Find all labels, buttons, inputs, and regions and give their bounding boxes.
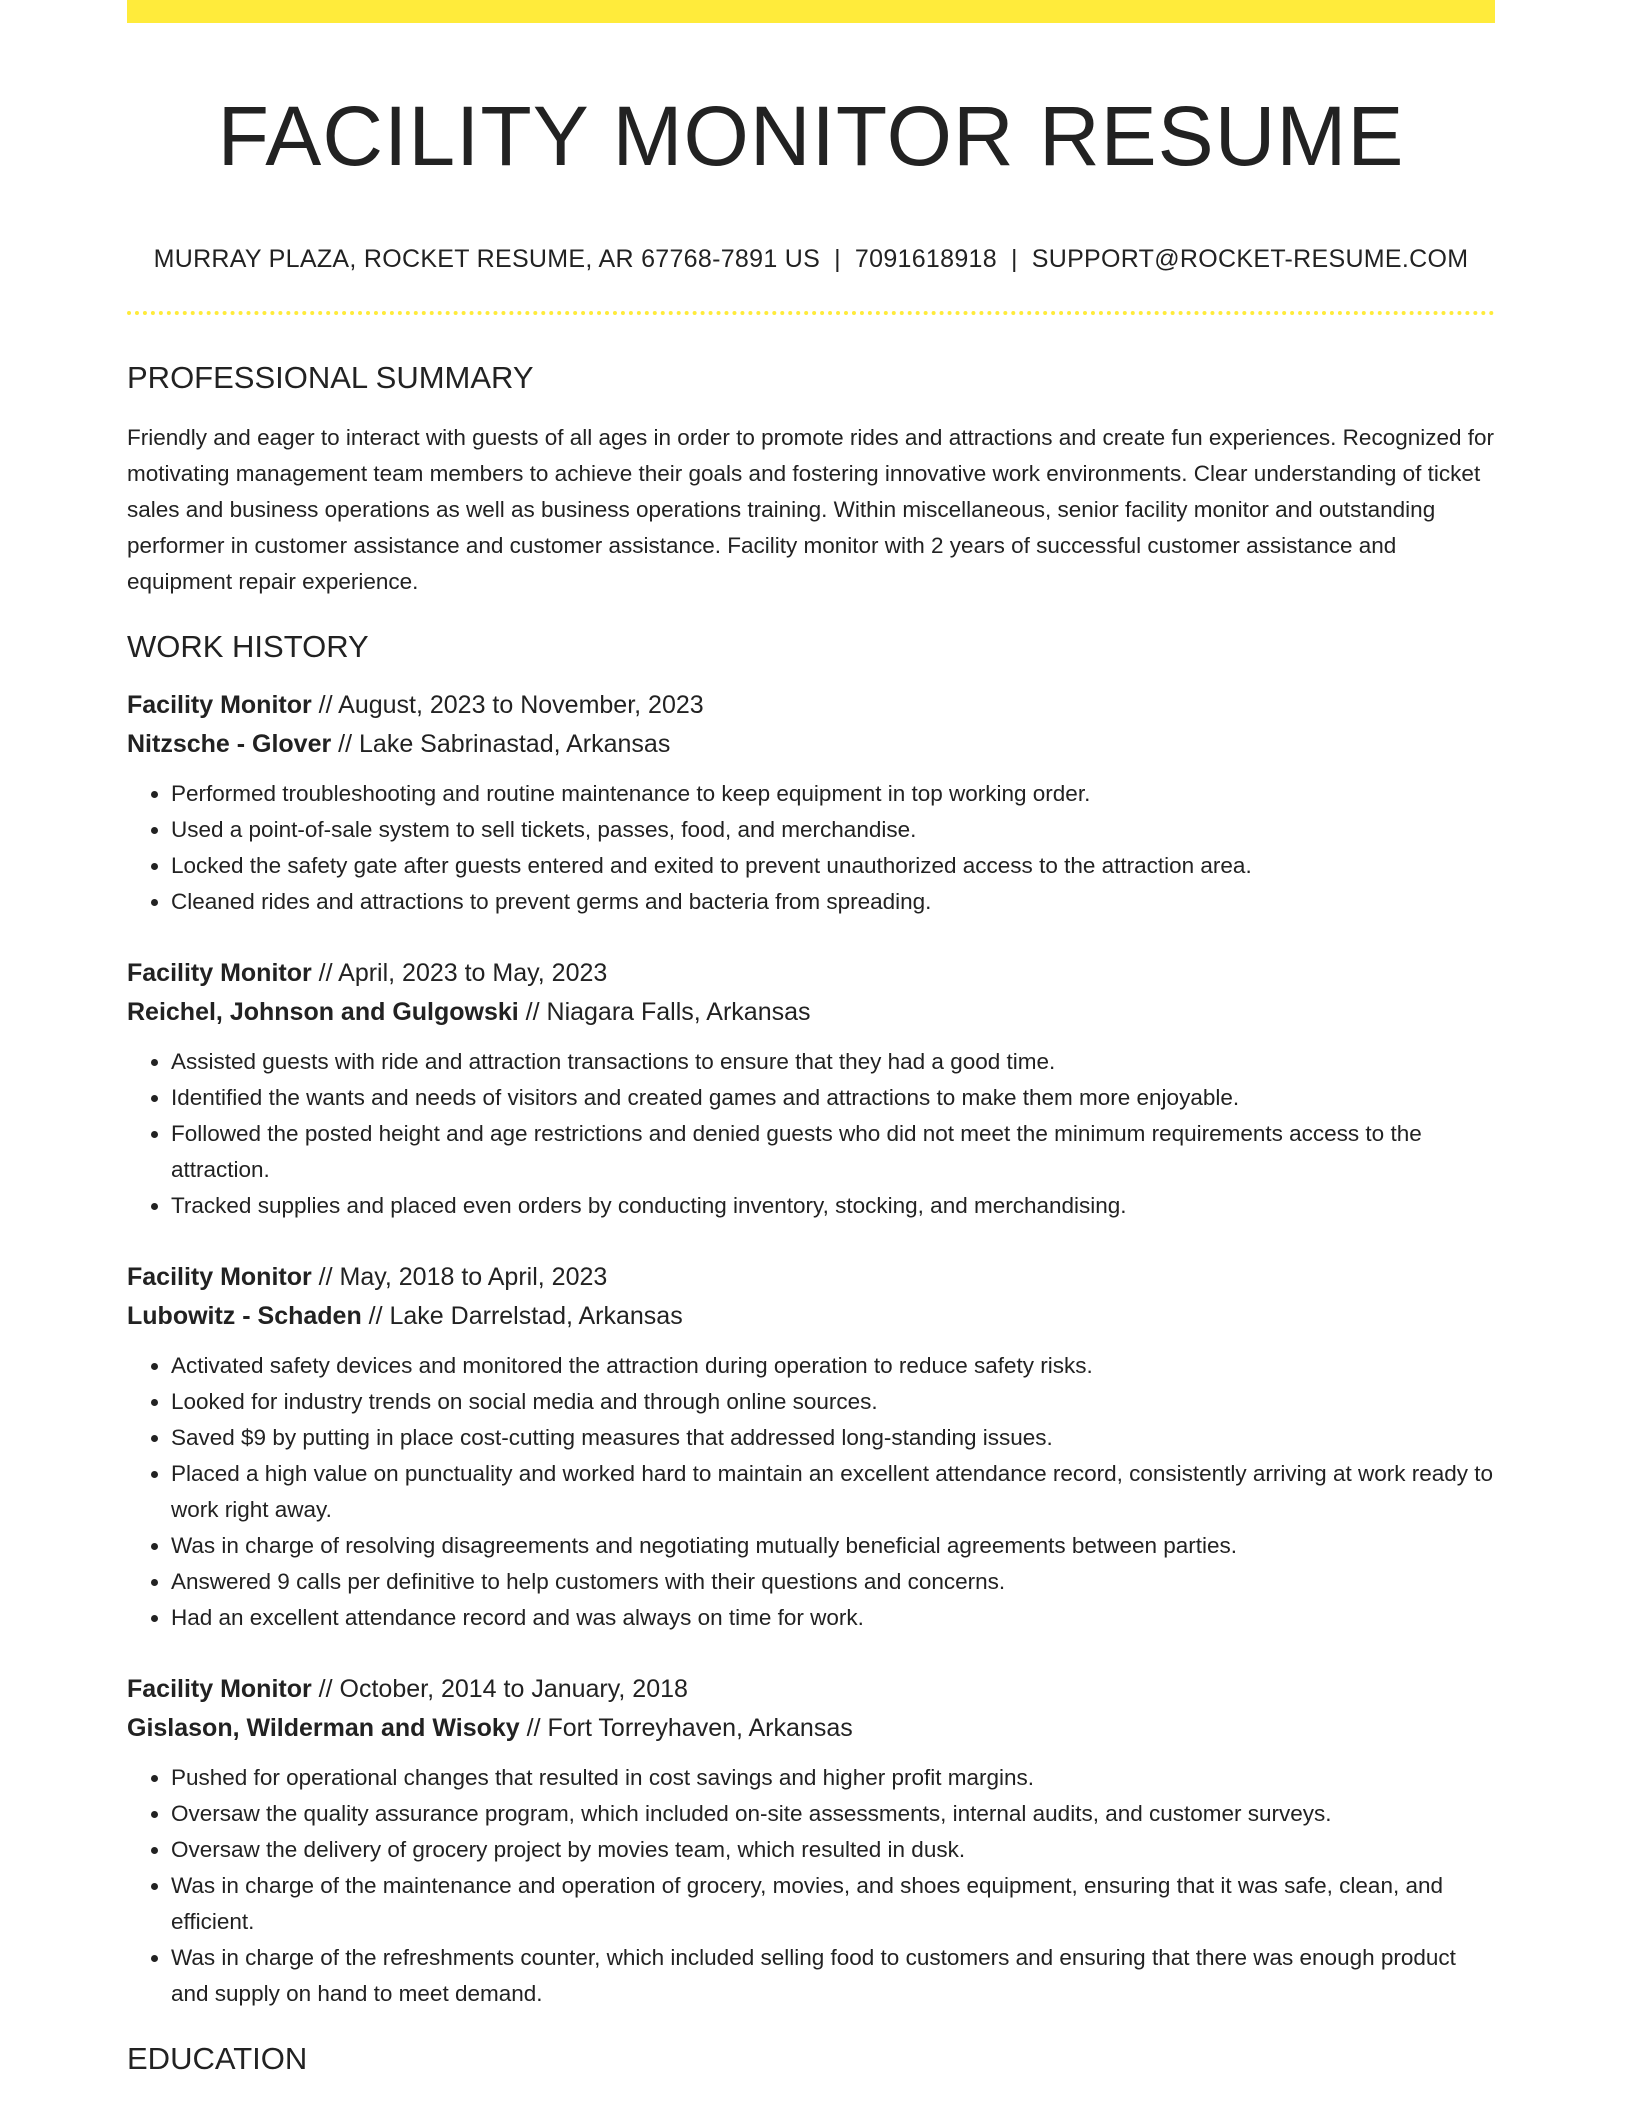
job-entry: [127, 1258, 1495, 1636]
job-bullet: • Cleaned rides and attractions to prevent germs and bacteria from spreading.: [171, 884, 1495, 920]
job-bullet: • Oversaw the delivery of grocery project by movies team, which resulted in dusk.: [171, 1832, 1495, 1868]
job-location: // Niagara Falls, Arkansas: [518, 997, 811, 1026]
job-company-line: [127, 725, 1495, 764]
contact-address: MURRAY PLAZA, ROCKET RESUME, AR 67768-7891 US: [153, 244, 821, 273]
summary-text: Friendly and eager to interact with guests of all ages in order to promote rides and attractions and create fun experiences. Recognized for motivating management team members to achieve their goals and fostering innovative work environments. Clear understanding of ticket sales and business operations as well as business operations training. Within miscellaneous, senior facility monitor and outstanding performer in customer assistance and customer assistance. Facility monitor with 2 years of successful customer assistance and equipment repair experience.: [127, 425, 1495, 595]
job-bullet-list: [127, 1044, 1495, 1224]
work-history-list: [127, 686, 1495, 2012]
job-bullet: • Answered 9 calls per definitive to help customers with their questions and concerns.: [171, 1564, 1495, 1600]
job-bullet: • Performed troubleshooting and routine maintenance to keep equipment in top working order.: [171, 776, 1495, 812]
resume-page: [127, 0, 1495, 2077]
job-title-line: [127, 1258, 1495, 1297]
education-heading: EDUCATION: [127, 2040, 308, 2076]
job-bullet: • Tracked supplies and placed even orders by conducting inventory, stocking, and merchandising.: [171, 1188, 1495, 1224]
job-entry: [127, 954, 1495, 1224]
job-company-line: [127, 1297, 1495, 1336]
job-title-line: [127, 1670, 1495, 1709]
job-bullet: • Used a point-of-sale system to sell tickets, passes, food, and merchandise.: [171, 812, 1495, 848]
job-dates: // April, 2023 to May, 2023: [311, 958, 608, 987]
job-bullet: • Locked the safety gate after guests entered and exited to prevent unauthorized access to the attraction area.: [171, 848, 1495, 884]
job-dates: // August, 2023 to November, 2023: [311, 690, 704, 719]
job-bullet: • Looked for industry trends on social media and through online sources.: [171, 1384, 1495, 1420]
job-company-line: [127, 1709, 1495, 1748]
job-company: Gislason, Wilderman and Wisoky: [127, 1713, 520, 1742]
job-bullet: • Had an excellent attendance record and was always on time for work.: [171, 1600, 1495, 1636]
contact-separator: |: [1010, 244, 1018, 273]
job-company: Lubowitz - Schaden: [127, 1301, 362, 1330]
resume-title: FACILITY MONITOR RESUME: [217, 89, 1405, 183]
job-bullet: • Saved $9 by putting in place cost-cutting measures that addressed long-standing issues.: [171, 1420, 1495, 1456]
job-bullet: • Activated safety devices and monitored the attraction during operation to reduce safety risks.: [171, 1348, 1495, 1384]
job-bullet-list: [127, 1348, 1495, 1636]
job-location: // Fort Torreyhaven, Arkansas: [519, 1713, 853, 1742]
job-company: Reichel, Johnson and Gulgowski: [127, 997, 519, 1026]
job-bullet: • Pushed for operational changes that resulted in cost savings and higher profit margins.: [171, 1760, 1495, 1796]
contact-email: SUPPORT@ROCKET-RESUME.COM: [1031, 244, 1469, 273]
job-title: Facility Monitor: [127, 958, 312, 987]
contact-phone: 7091618918: [854, 244, 997, 273]
job-bullet-list: [127, 776, 1495, 920]
contact-separator: |: [834, 244, 841, 273]
job-bullet: • Was in charge of the refreshments counter, which included selling food to customers and ensuring that there was enough product and supply on hand to meet demand.: [171, 1940, 1495, 2012]
job-dates: // October, 2014 to January, 2018: [311, 1674, 688, 1703]
job-location: // Lake Darrelstad, Arkansas: [361, 1301, 683, 1330]
job-title-line: [127, 686, 1495, 725]
job-bullet-list: [127, 1760, 1495, 2012]
job-bullet: • Was in charge of the maintenance and operation of grocery, movies, and shoes equipment, ensuring that it was safe, clean, and efficient.: [171, 1868, 1495, 1940]
job-title: Facility Monitor: [127, 690, 312, 719]
job-company-line: [127, 993, 1495, 1032]
job-company: Nitzsche - Glover: [127, 729, 332, 758]
job-bullet: • Placed a high value on punctuality and worked hard to maintain an excellent attendance record, consistently arriving at work ready to work right away.: [171, 1456, 1495, 1528]
contact-line: [127, 243, 1495, 276]
summary-heading: PROFESSIONAL SUMMARY: [127, 360, 534, 396]
job-bullet: • Identified the wants and needs of visitors and created games and attractions to make them more enjoyable.: [171, 1080, 1495, 1116]
job-bullet: • Followed the posted height and age restrictions and denied guests who did not meet the minimum requirements access to the attraction.: [171, 1116, 1495, 1188]
job-bullet: • Oversaw the quality assurance program, which included on-site assessments, internal audits, and customer surveys.: [171, 1796, 1495, 1832]
job-location: // Lake Sabrinastad, Arkansas: [331, 729, 671, 758]
job-dates: // May, 2018 to April, 2023: [311, 1262, 608, 1291]
job-title: Facility Monitor: [127, 1674, 312, 1703]
job-bullet: • Was in charge of resolving disagreements and negotiating mutually beneficial agreements between parties.: [171, 1528, 1495, 1564]
job-title: Facility Monitor: [127, 1262, 312, 1291]
work-history-heading: WORK HISTORY: [127, 629, 369, 665]
dotted-divider: [127, 311, 1495, 315]
job-entry: [127, 1670, 1495, 2012]
accent-top-bar: [127, 0, 1495, 23]
job-entry: [127, 686, 1495, 920]
job-title-line: [127, 954, 1495, 993]
job-bullet: • Assisted guests with ride and attraction transactions to ensure that they had a good time.: [171, 1044, 1495, 1080]
